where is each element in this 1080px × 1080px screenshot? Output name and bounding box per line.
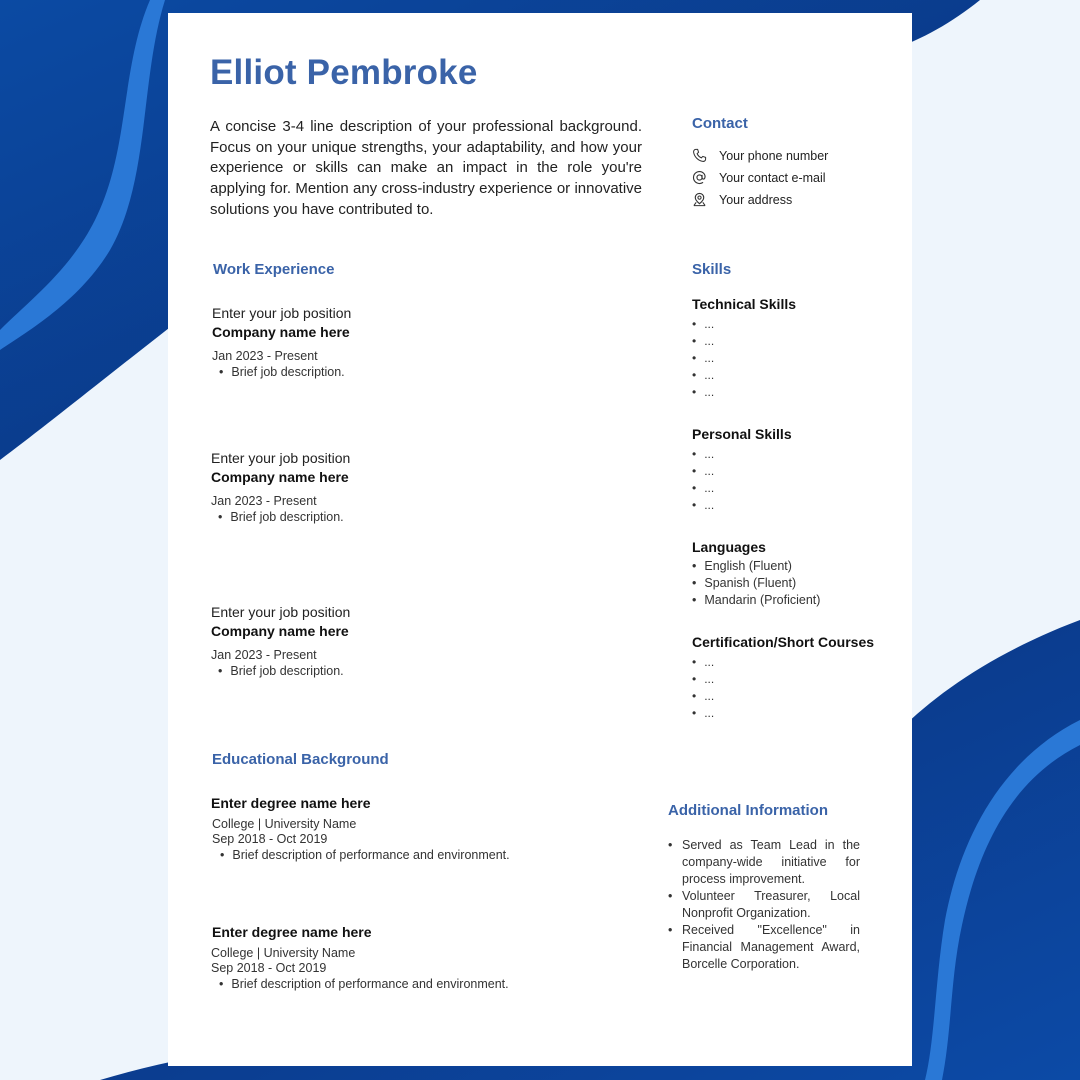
job-dates: Jan 2023 - Present xyxy=(211,494,317,508)
address-text: Your address xyxy=(719,192,793,207)
list-item: • ... xyxy=(692,367,714,384)
phone-icon xyxy=(692,148,707,163)
list-item: • Mandarin (Proficient) xyxy=(692,592,820,609)
job-dates: Jan 2023 - Present xyxy=(212,349,318,363)
list-item: • ... xyxy=(692,705,714,722)
certifications-heading: Certification/Short Courses xyxy=(692,634,875,650)
professional-summary: A concise 3-4 line description of your professional background. Focus on your unique strengths, your adaptability, and how your experience or skills can make an impact in the role you're applying for. Mention any cross-industry experience or innovative solutions you have contributed to. xyxy=(210,118,642,218)
education-description-text: • Brief description of performance and environment. xyxy=(231,977,509,991)
list-item: • Received "Excellence" in Financial Management Award, Borcelle Corporation. xyxy=(668,922,860,973)
job-description-text: • Brief job description. xyxy=(231,365,345,379)
email-text: Your contact e-mail xyxy=(719,170,826,185)
list-item: • ... xyxy=(692,463,714,480)
list-item: • ... xyxy=(692,654,714,671)
education-entry-2 xyxy=(212,924,509,991)
technical-skills-list xyxy=(692,316,714,401)
certifications-list xyxy=(692,654,714,722)
technical-skills-heading: Technical Skills xyxy=(692,296,797,312)
list-item: • ... xyxy=(692,384,714,401)
education-heading: Educational Background xyxy=(212,751,389,768)
list-item: • ... xyxy=(692,333,714,350)
job-entry-2 xyxy=(211,450,350,524)
degree-name: Enter degree name here xyxy=(211,795,371,811)
list-item: • Served as Team Lead in the company-wide initiative for process improvement. xyxy=(668,837,860,888)
list-item: • ... xyxy=(692,316,714,333)
list-item: • English (Fluent) xyxy=(692,558,820,575)
list-item: • ... xyxy=(692,480,714,497)
job-entry-1 xyxy=(212,305,351,379)
location-pin-icon xyxy=(692,192,707,207)
resume-page xyxy=(168,13,912,1066)
education-dates: Sep 2018 - Oct 2019 xyxy=(212,832,328,846)
list-item: • ... xyxy=(692,688,714,705)
list-item: • ... xyxy=(692,350,714,367)
job-dates: Jan 2023 - Present xyxy=(211,648,317,662)
at-sign-icon xyxy=(692,170,707,185)
list-item: • ... xyxy=(692,497,714,514)
job-description xyxy=(218,664,350,678)
job-description xyxy=(219,365,351,379)
list-item: • ... xyxy=(692,671,714,688)
work-experience-heading: Work Experience xyxy=(213,261,335,278)
resume-name: Elliot Pembroke xyxy=(210,53,478,92)
job-description-text: • Brief job description. xyxy=(230,664,344,678)
education-description xyxy=(220,848,510,862)
phone-text: Your phone number xyxy=(719,148,829,163)
personal-skills-heading: Personal Skills xyxy=(692,426,792,442)
list-item: • ... xyxy=(692,446,714,463)
education-description xyxy=(219,977,509,991)
languages-list xyxy=(692,558,820,609)
languages-heading: Languages xyxy=(692,539,766,555)
contact-heading: Contact xyxy=(692,115,748,132)
school-name: College | University Name xyxy=(212,817,357,831)
school-name: College | University Name xyxy=(211,946,356,960)
job-position: Enter your job position xyxy=(211,604,351,620)
job-description-text: • Brief job description. xyxy=(230,510,344,524)
job-company: Company name here xyxy=(212,324,350,340)
job-company: Company name here xyxy=(211,469,349,485)
personal-skills-list xyxy=(692,446,714,514)
additional-info-heading: Additional Information xyxy=(668,802,828,819)
list-item: • Spanish (Fluent) xyxy=(692,575,820,592)
degree-name: Enter degree name here xyxy=(212,924,372,940)
job-description xyxy=(218,510,350,524)
job-entry-3 xyxy=(211,604,350,678)
education-description-text: • Brief description of performance and environment. xyxy=(232,848,510,862)
contact-email xyxy=(692,170,826,185)
education-entry-1 xyxy=(211,795,510,862)
contact-phone xyxy=(692,148,828,163)
job-position: Enter your job position xyxy=(211,450,351,466)
list-item: • Volunteer Treasurer, Local Nonprofit Organization. xyxy=(668,888,860,922)
additional-info-list xyxy=(668,837,860,973)
skills-heading: Skills xyxy=(692,261,732,278)
education-dates: Sep 2018 - Oct 2019 xyxy=(211,961,327,975)
contact-address xyxy=(692,192,792,207)
job-position: Enter your job position xyxy=(212,305,352,321)
job-company: Company name here xyxy=(211,623,349,639)
